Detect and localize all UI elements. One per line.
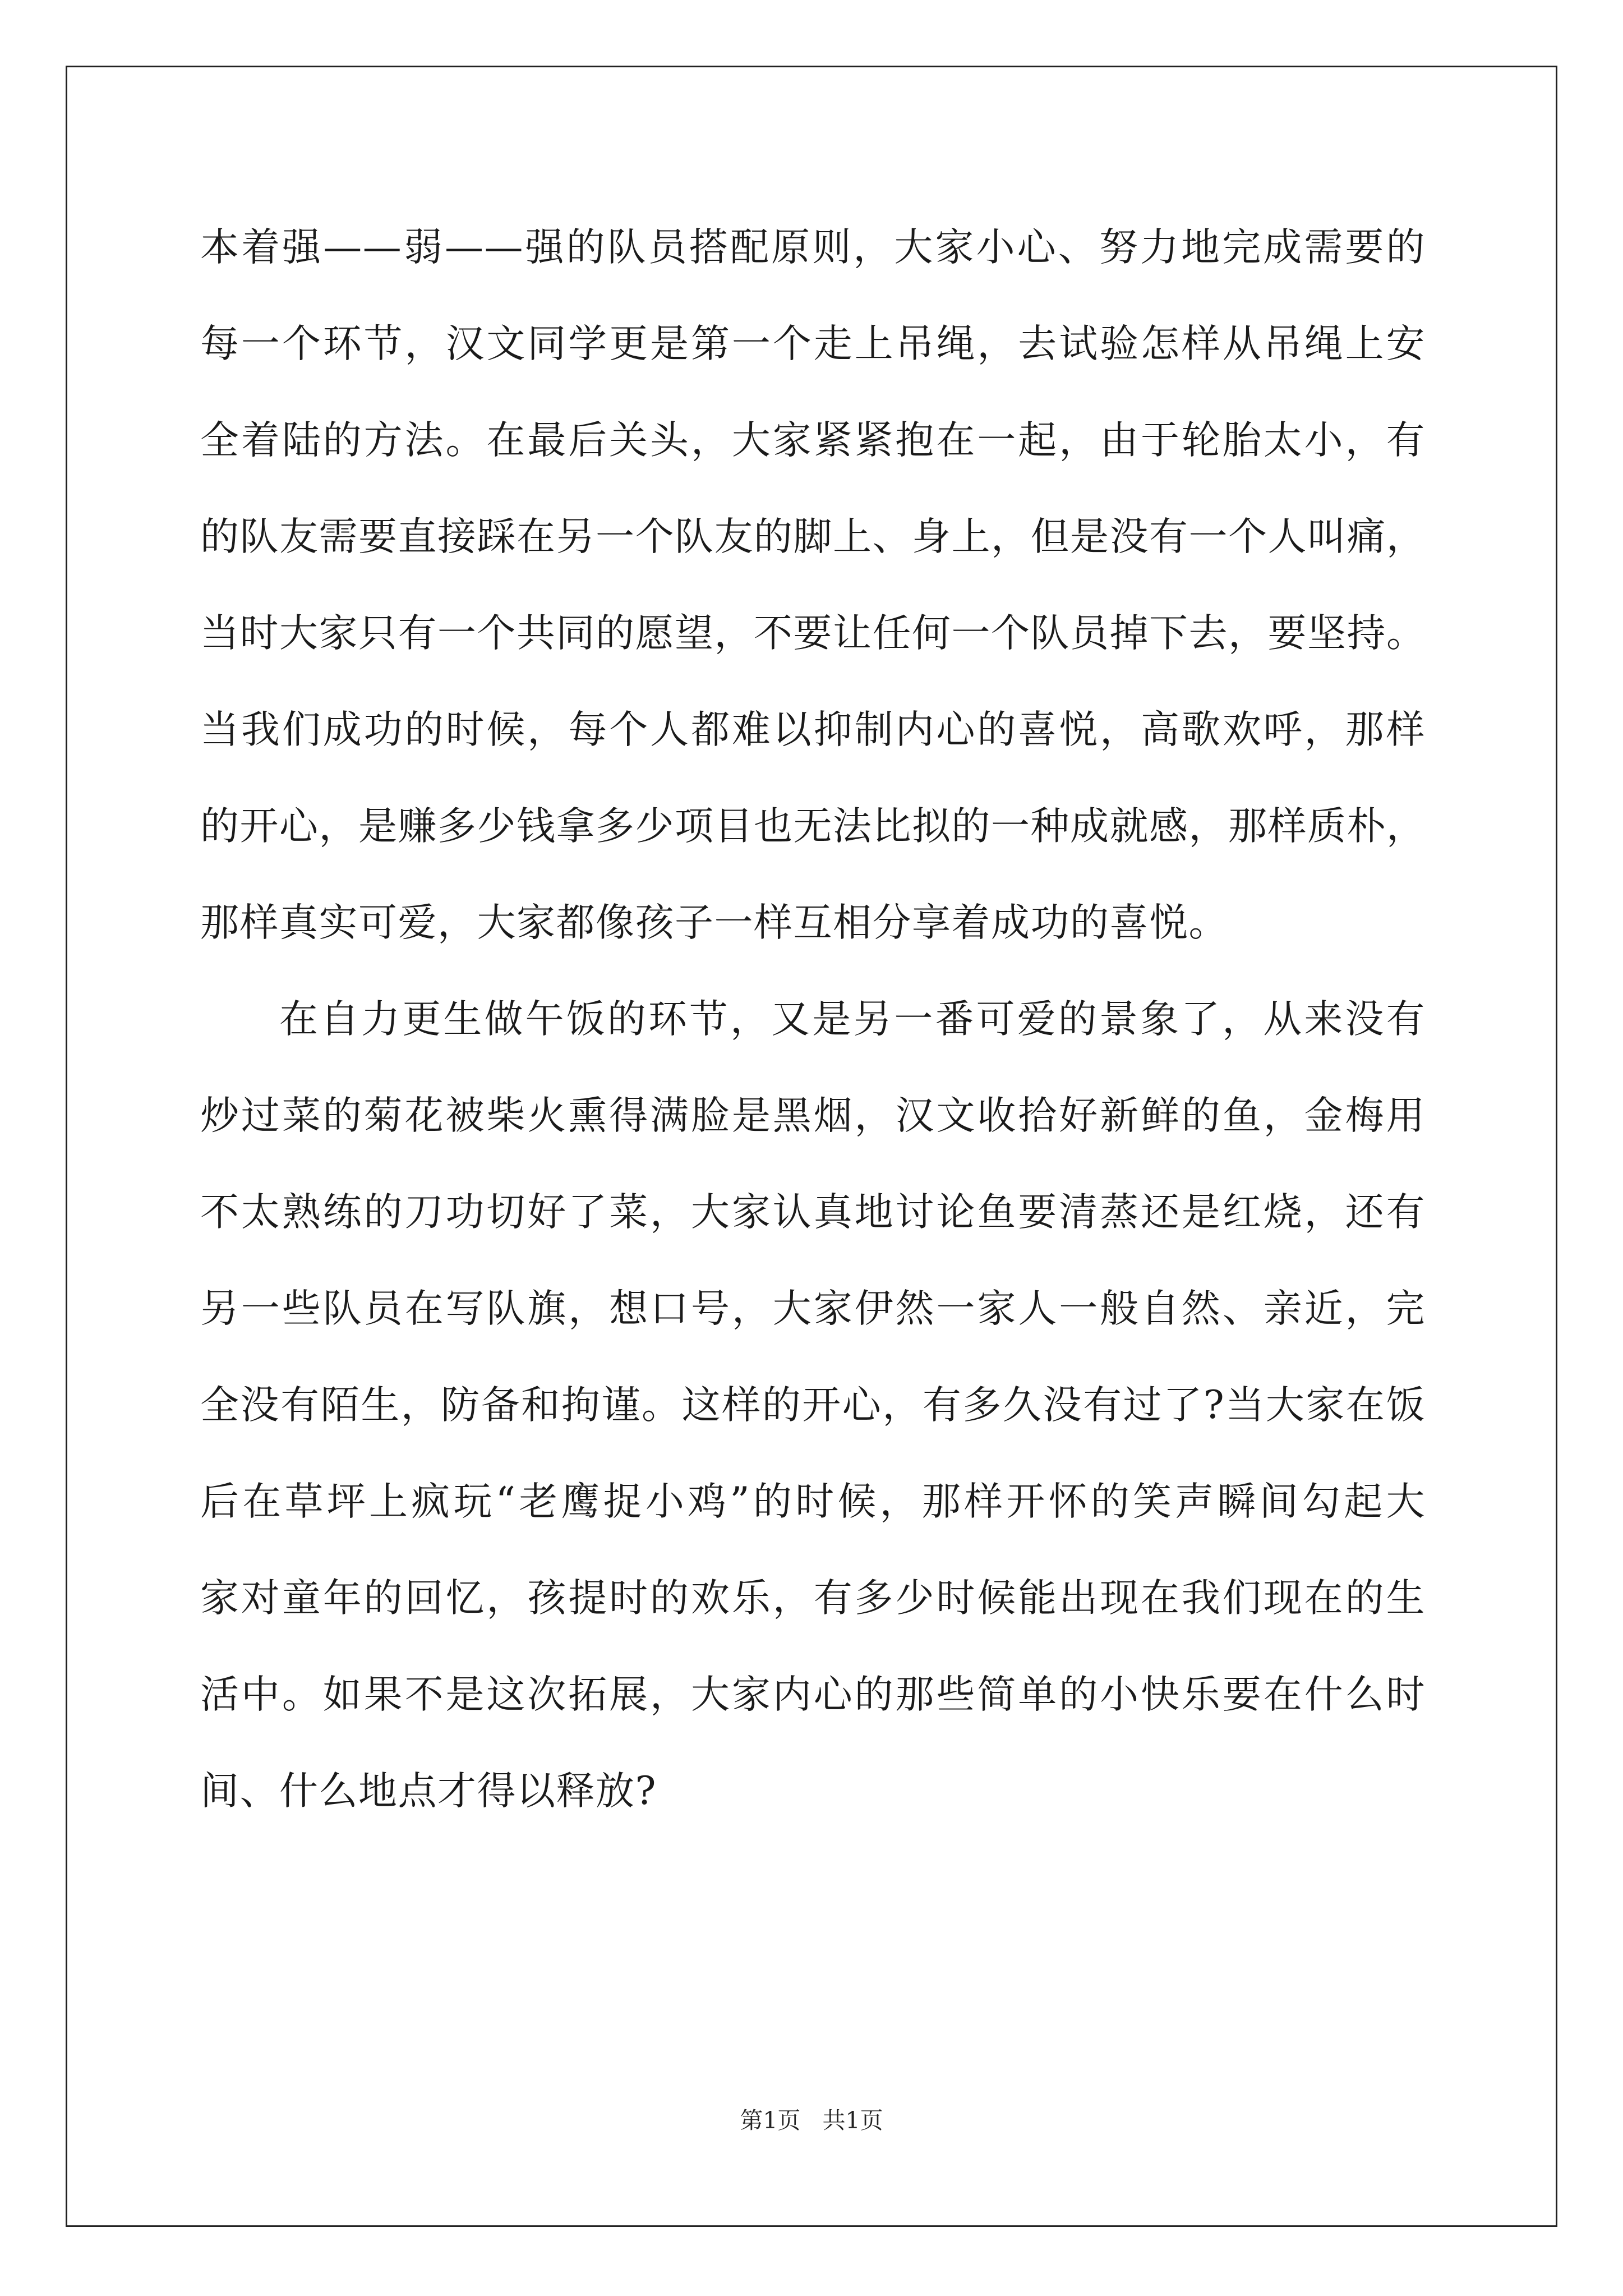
text-line: 当时大家只有一个共同的愿望，不要让任何一个队员掉下去，要坚持。	[200, 611, 1426, 656]
text-line: 的开心，是赚多少钱拿多少项目也无法比拟的一种成就感，那样质朴，	[200, 804, 1426, 849]
paragraph-first-line: 在自力更生做午饭的环节，又是另一番可爱的景象了，从来没有	[279, 997, 1426, 1042]
page-number: 第1页	[740, 2107, 801, 2134]
text-line: 全着陆的方法。在最后关头，大家紧紧抱在一起，由于轮胎太小，有	[200, 418, 1426, 463]
text-line: 当我们成功的时候，每个人都难以抑制内心的喜悦，高歌欢呼，那样	[200, 707, 1426, 752]
text-line: 后在草坪上疯玩“老鹰捉小鸡”的时候，那样开怀的笑声瞬间勾起大	[200, 1479, 1426, 1524]
text-line: 那样真实可爱，大家都像孩子一样互相分享着成功的喜悦。	[200, 900, 1228, 945]
page-total: 共1页	[822, 2107, 883, 2134]
text-line: 另一些队员在写队旗，想口号，大家伊然一家人一般自然、亲近，完	[200, 1286, 1426, 1331]
text-line: 本着强——弱——强的队员搭配原则，大家小心、努力地完成需要的	[200, 225, 1426, 270]
text-line: 家对童年的回忆，孩提时的欢乐，有多少时候能出现在我们现在的生	[200, 1576, 1426, 1621]
text-line: 每一个环节，汉文同学更是第一个走上吊绳，去试验怎样从吊绳上安	[200, 321, 1426, 366]
text-line: 活中。如果不是这次拓展，大家内心的那些简单的小快乐要在什么时	[200, 1672, 1426, 1717]
document-body	[200, 199, 1426, 1839]
text-line: 全没有陌生，防备和拘谨。这样的开心，有多久没有过了?当大家在饭	[200, 1383, 1426, 1428]
page-footer	[0, 2104, 1623, 2137]
text-line: 炒过菜的菊花被柴火熏得满脸是黑烟，汉文收拾好新鲜的鱼，金梅用	[200, 1093, 1426, 1138]
text-line: 的队友需要直接踩在另一个队友的脚上、身上，但是没有一个人叫痛，	[200, 514, 1426, 559]
text-line: 不太熟练的刀功切好了菜，大家认真地讨论鱼要清蒸还是红烧，还有	[200, 1190, 1426, 1235]
text-line: 间、什么地点才得以释放?	[200, 1769, 657, 1814]
